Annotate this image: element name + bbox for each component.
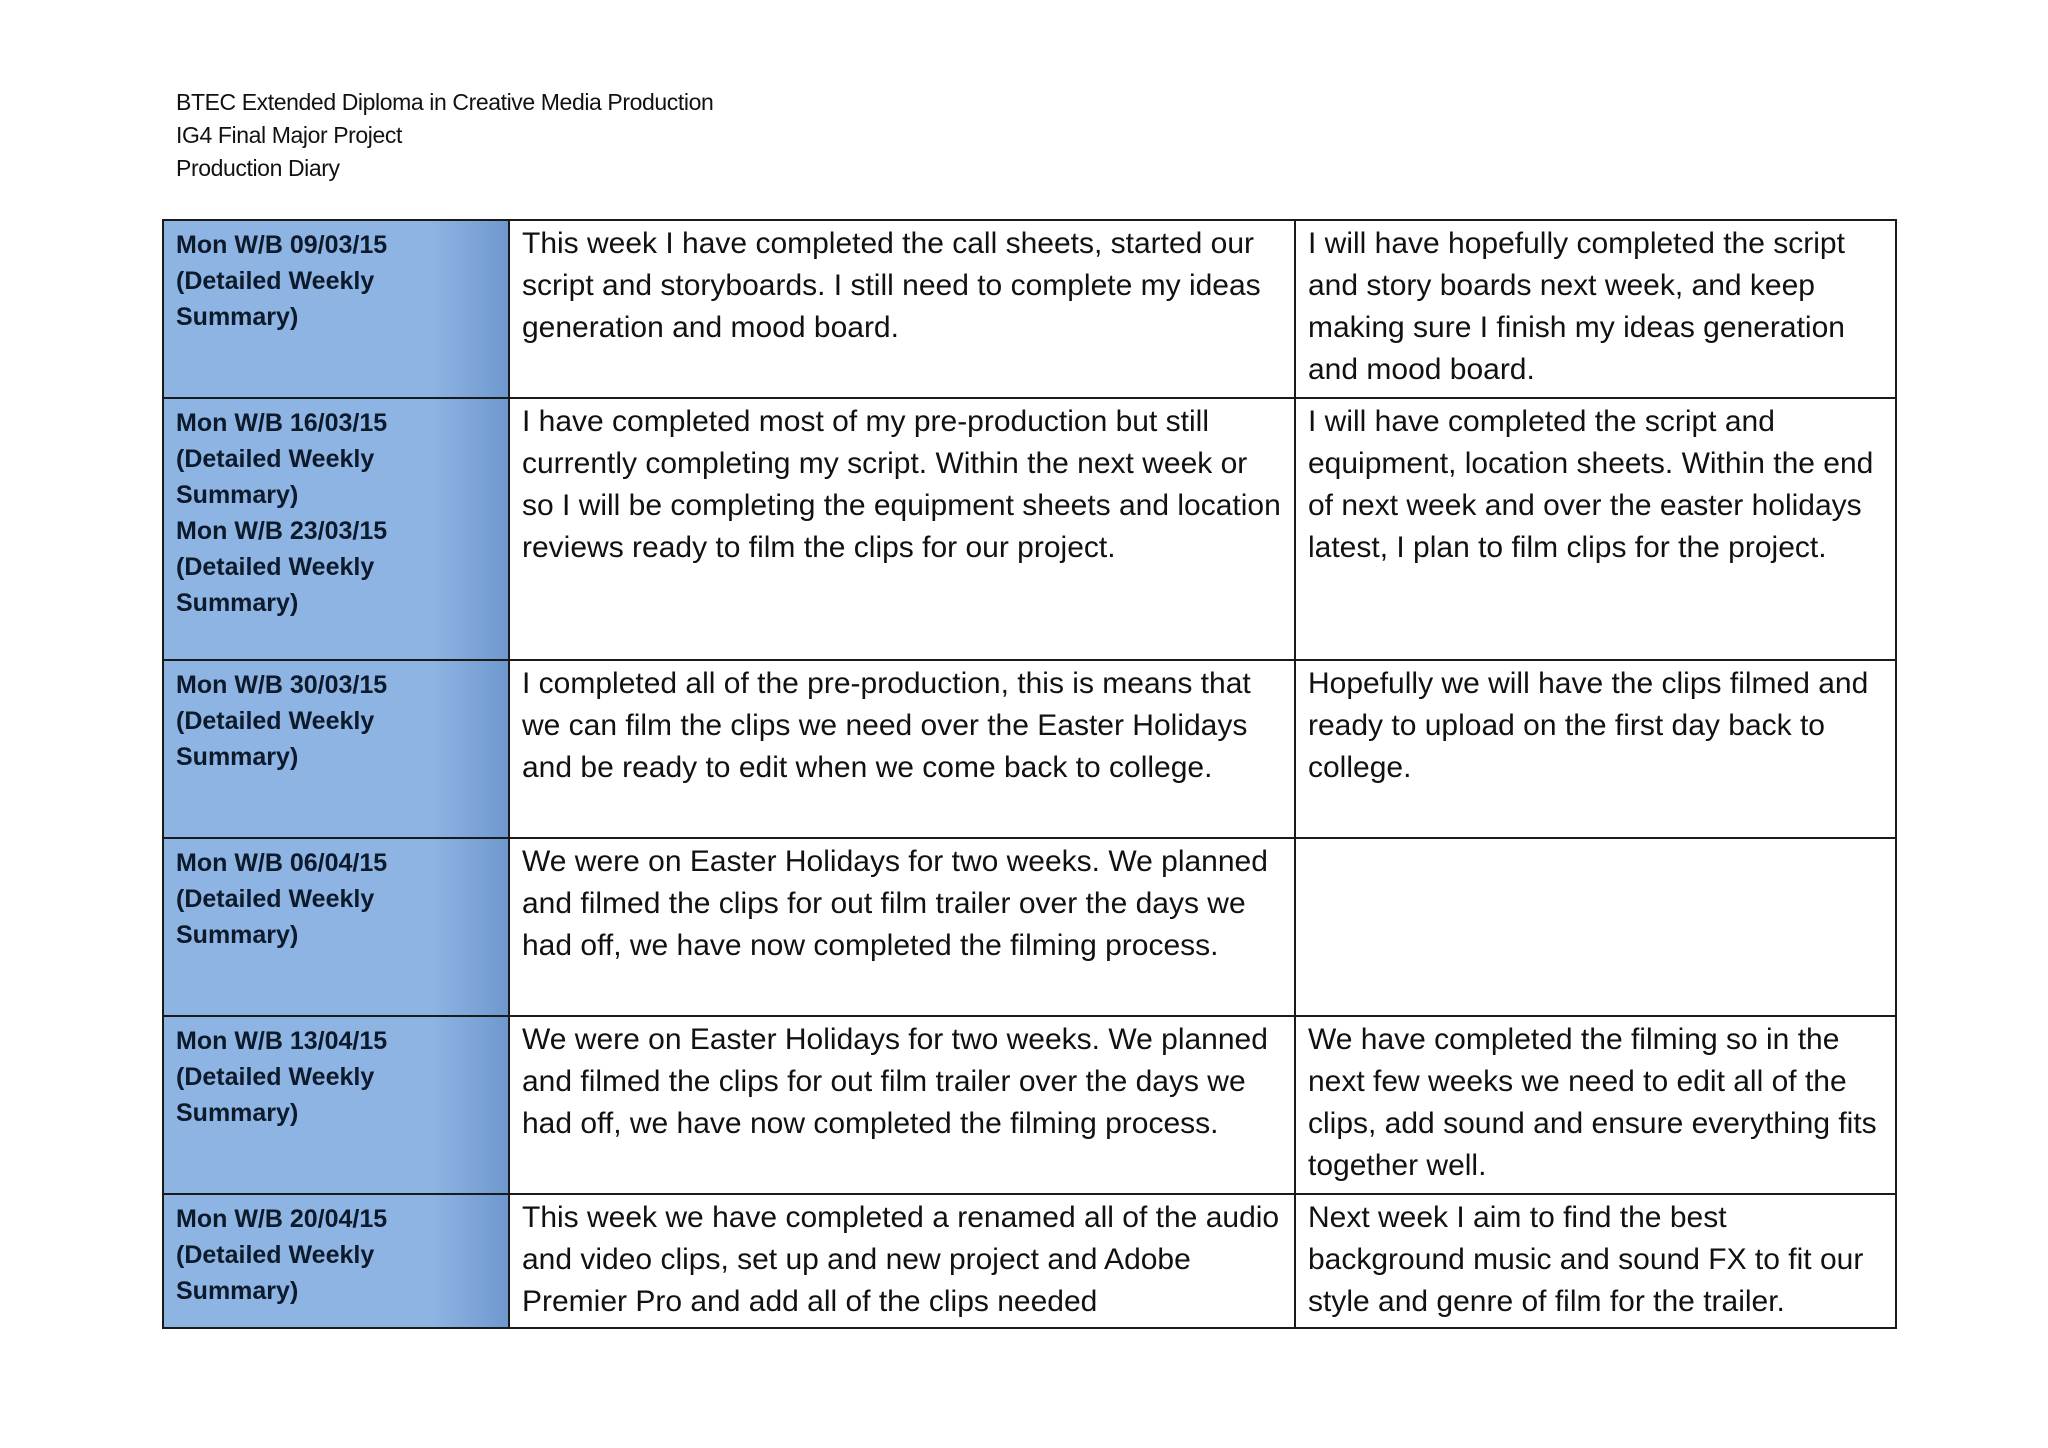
weekly-summary-cell: This week I have completed the call sheets, started our script and storyboards. I still need to complete my ideas generation and mood board. [509, 220, 1295, 398]
week-label-cell [163, 660, 509, 838]
project-title: IG4 Final Major Project [176, 122, 402, 148]
document-title: Production Diary [176, 155, 340, 181]
next-week-plan-cell: Hopefully we will have the clips filmed and ready to upload on the first day back to college. [1295, 660, 1896, 838]
diary-row [163, 1016, 1896, 1194]
weekly-summary-cell: I completed all of the pre-production, this is means that we can film the clips we need over the Easter Holidays and be ready to edit when we come back to college. [509, 660, 1295, 838]
week-label: (Detailed Weekly [176, 553, 375, 581]
week-label: Summary) [176, 589, 299, 617]
weekly-summary-cell: I have completed most of my pre-production but still currently completing my script. Within the next week or so I will be completing the equipment sheets and location reviews ready to film the clips for our project. [509, 398, 1295, 660]
weekly-summary-cell: This week we have completed a renamed all of the audio and video clips, set up and new project and Adobe Premier Pro and add all of the clips needed [509, 1194, 1295, 1328]
diary-row [163, 838, 1896, 1016]
week-label: Mon W/B 13/04/15 [176, 1027, 388, 1055]
week-label: Mon W/B 16/03/15 [176, 409, 388, 437]
diary-row [163, 660, 1896, 838]
diary-row [163, 1194, 1896, 1328]
week-label: Summary) [176, 481, 299, 509]
diary-row [163, 220, 1896, 398]
week-label: Summary) [176, 743, 299, 771]
week-label-cell [163, 1016, 509, 1194]
week-label-cell [163, 220, 509, 398]
next-week-plan-cell [1295, 838, 1896, 1016]
week-label: (Detailed Weekly [176, 707, 375, 735]
week-label: Mon W/B 09/03/15 [176, 231, 388, 259]
week-label: Mon W/B 23/03/15 [176, 517, 388, 545]
week-label: (Detailed Weekly [176, 1063, 375, 1091]
week-label: (Detailed Weekly [176, 445, 375, 473]
week-label: (Detailed Weekly [176, 885, 375, 913]
next-week-plan-cell: We have completed the filming so in the next few weeks we need to edit all of the clips, add sound and ensure everything fits together well. [1295, 1016, 1896, 1194]
week-label: Mon W/B 20/04/15 [176, 1205, 388, 1233]
week-label: Summary) [176, 303, 299, 331]
week-label: Mon W/B 06/04/15 [176, 849, 388, 877]
diary-row [163, 398, 1896, 660]
week-label-cell [163, 398, 509, 660]
week-label: Summary) [176, 1277, 299, 1305]
document-header [176, 86, 713, 185]
week-label: Summary) [176, 1099, 299, 1127]
week-label: Mon W/B 30/03/15 [176, 671, 388, 699]
course-title: BTEC Extended Diploma in Creative Media Production [176, 89, 714, 115]
week-label: (Detailed Weekly [176, 1241, 375, 1269]
week-label-cell [163, 838, 509, 1016]
weekly-summary-cell: We were on Easter Holidays for two weeks. We planned and filmed the clips for out film trailer over the days we had off, we have now completed the filming process. [509, 838, 1295, 1016]
next-week-plan-cell: Next week I aim to find the best background music and sound FX to fit our style and genre of film for the trailer. [1295, 1194, 1896, 1328]
week-label-cell [163, 1194, 509, 1328]
week-label: Summary) [176, 921, 299, 949]
weekly-summary-cell: We were on Easter Holidays for two weeks. We planned and filmed the clips for out film trailer over the days we had off, we have now completed the filming process. [509, 1016, 1295, 1194]
next-week-plan-cell: I will have completed the script and equipment, location sheets. Within the end of next week and over the easter holidays latest, I plan to film clips for the project. [1295, 398, 1896, 660]
week-label: (Detailed Weekly [176, 267, 375, 295]
production-diary-table [162, 219, 1897, 1329]
next-week-plan-cell: I will have hopefully completed the script and story boards next week, and keep making sure I finish my ideas generation and mood board. [1295, 220, 1896, 398]
